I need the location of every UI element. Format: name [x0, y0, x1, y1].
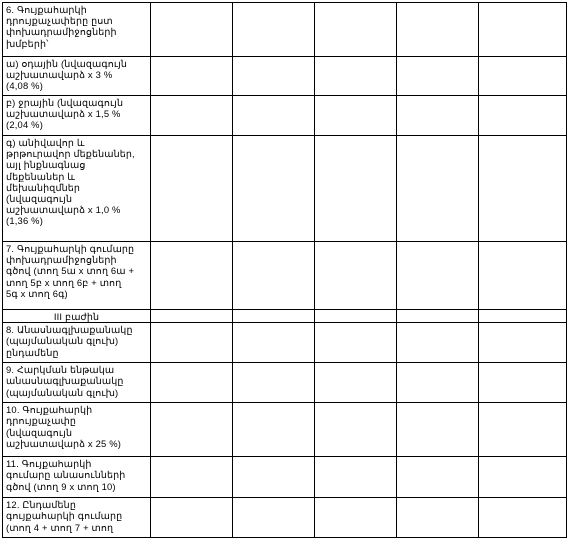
empty-cell[interactable] [397, 242, 479, 310]
empty-cell[interactable] [397, 457, 479, 498]
empty-cell[interactable] [151, 242, 233, 310]
empty-cell[interactable] [233, 3, 315, 57]
empty-cell[interactable] [397, 57, 479, 96]
empty-cell[interactable] [315, 498, 397, 538]
empty-cell[interactable] [151, 498, 233, 538]
empty-cell[interactable] [315, 242, 397, 310]
empty-cell[interactable] [151, 136, 233, 242]
empty-cell[interactable] [233, 96, 315, 136]
empty-cell[interactable] [233, 136, 315, 242]
empty-cell[interactable] [151, 323, 233, 363]
section-row [3, 310, 567, 323]
empty-cell[interactable] [151, 310, 233, 323]
empty-cell[interactable] [397, 363, 479, 403]
empty-cell[interactable] [397, 310, 479, 323]
empty-cell[interactable] [397, 498, 479, 538]
row-label-cell [3, 136, 151, 242]
empty-cell[interactable] [397, 3, 479, 57]
row-label-cell [3, 498, 151, 538]
empty-cell[interactable] [315, 323, 397, 363]
empty-cell[interactable] [233, 498, 315, 538]
row-label: 10. Գույքահարկի դրույքաչափը (նվազագույն աշխատավարձ x 25 %) [6, 404, 122, 449]
row-label-cell [3, 3, 151, 57]
empty-cell[interactable] [479, 323, 567, 363]
table-row [3, 363, 567, 403]
empty-cell[interactable] [479, 136, 567, 242]
empty-cell[interactable] [315, 136, 397, 242]
row-label-cell [3, 57, 151, 96]
empty-cell[interactable] [151, 363, 233, 403]
section-header [3, 310, 151, 323]
row-label-cell [3, 363, 151, 403]
row-label: գ) անիվավոր և թրթուրավոր մեքենաներ, այլ ինքնագնաց մեքենաներ և մեխանիզմներ (նվազագույն աշխատավարձ x 1,0 % (1,36 %) [6, 137, 135, 227]
empty-cell[interactable] [397, 403, 479, 457]
row-label-cell [3, 96, 151, 136]
row-label: 6. Գույքահարկի դրույքաչափերը ըստ փոխադրամիջոցների խմբերի՝ [6, 4, 117, 49]
row-label: 8. Անասնագլխաքանակը (պայմանական գլուխ) ընդամենը [6, 324, 133, 358]
section-title: III բաժին [53, 311, 100, 322]
empty-cell[interactable] [233, 310, 315, 323]
table-row [3, 3, 567, 57]
row-label-cell [3, 457, 151, 498]
empty-cell[interactable] [233, 457, 315, 498]
empty-cell[interactable] [151, 403, 233, 457]
row-label: 9. Հարկման ենթակա անասնագլխաքանակը (պայմանական գլուխ) [6, 364, 124, 398]
row-label: 11. Գույքահարկի գումարը անասունների գծով (տող 9 x տող 10) [6, 458, 126, 492]
empty-cell[interactable] [233, 403, 315, 457]
table-row [3, 323, 567, 363]
empty-cell[interactable] [479, 457, 567, 498]
row-label: 12. Ընդամենը գույքահարկի գումարը (տող 4 + տող 7 + տող [6, 499, 123, 533]
row-label-cell [3, 242, 151, 310]
empty-cell[interactable] [233, 57, 315, 96]
empty-cell[interactable] [479, 310, 567, 323]
empty-cell[interactable] [315, 96, 397, 136]
empty-cell[interactable] [479, 3, 567, 57]
empty-cell[interactable] [397, 136, 479, 242]
empty-cell[interactable] [479, 498, 567, 538]
empty-cell[interactable] [479, 96, 567, 136]
empty-cell[interactable] [315, 57, 397, 96]
empty-cell[interactable] [315, 363, 397, 403]
empty-cell[interactable] [233, 323, 315, 363]
table-row [3, 242, 567, 310]
empty-cell[interactable] [397, 323, 479, 363]
empty-cell[interactable] [397, 96, 479, 136]
tax-form-table [2, 2, 567, 538]
empty-cell[interactable] [233, 242, 315, 310]
table-row [3, 57, 567, 96]
empty-cell[interactable] [151, 457, 233, 498]
empty-cell[interactable] [479, 403, 567, 457]
row-label: ա) օդային (նվազագույն աշխատավարձ x 3 % (4,08 %) [6, 58, 128, 92]
empty-cell[interactable] [479, 57, 567, 96]
empty-cell[interactable] [233, 363, 315, 403]
table-row [3, 403, 567, 457]
row-label: բ) ջրային (նվազագույն աշխատավարձ x 1,5 % (2,04 %) [6, 97, 124, 131]
empty-cell[interactable] [315, 457, 397, 498]
empty-cell[interactable] [315, 3, 397, 57]
empty-cell[interactable] [151, 96, 233, 136]
empty-cell[interactable] [315, 310, 397, 323]
empty-cell[interactable] [151, 57, 233, 96]
empty-cell[interactable] [479, 242, 567, 310]
empty-cell[interactable] [151, 3, 233, 57]
table-row [3, 457, 567, 498]
row-label-cell [3, 403, 151, 457]
table-row [3, 96, 567, 136]
row-label-cell [3, 323, 151, 363]
row-label: 7. Գույքահարկի գումարը փոխադրամիջոցների գծով (տող 5ա x տող 6ա + տող 5բ x տող 6բ + տող 5գ x տող 6գ) [6, 243, 135, 299]
table-row [3, 136, 567, 242]
table-row [3, 498, 567, 538]
empty-cell[interactable] [315, 403, 397, 457]
empty-cell[interactable] [479, 363, 567, 403]
